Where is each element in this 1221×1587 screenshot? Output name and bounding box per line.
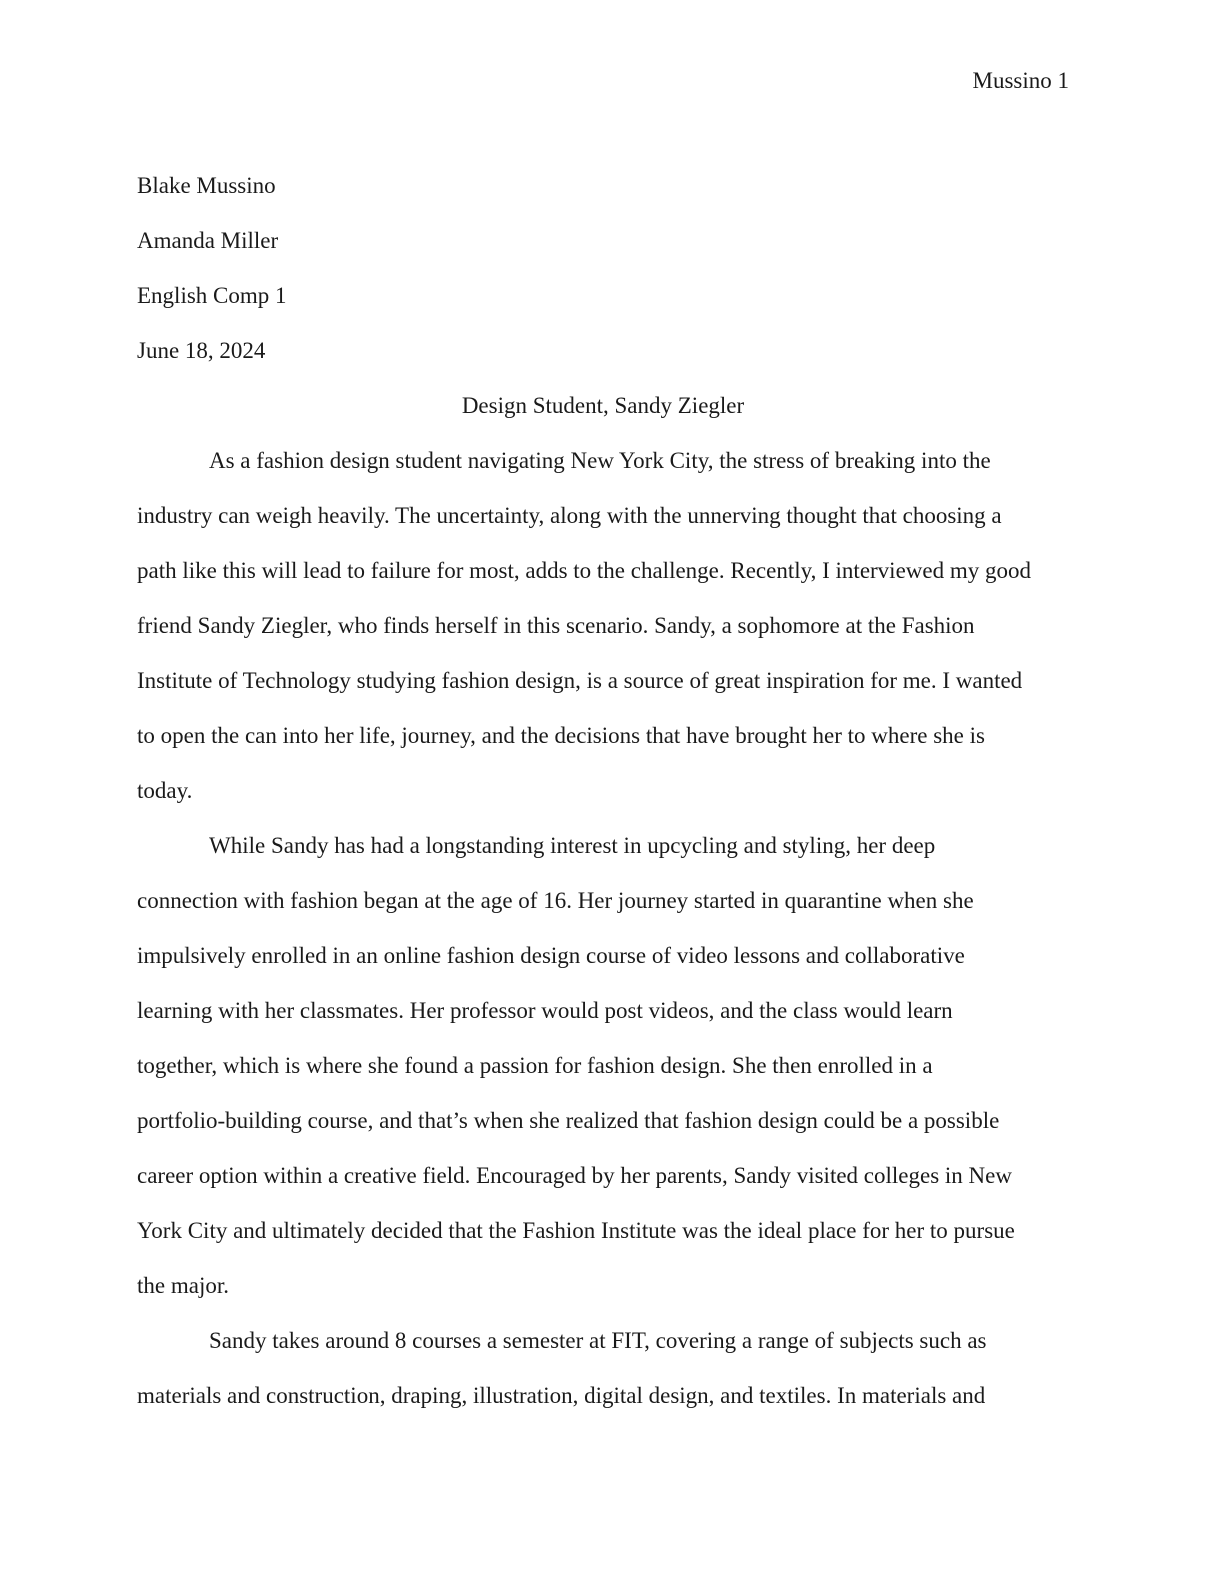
paragraph-line: impulsively enrolled in an online fashion design course of video lessons and collaborative [137,943,965,968]
paragraph-line: connection with fashion began at the age of 16. Her journey started in quarantine when she [137,888,974,913]
paragraph-line: learning with her classmates. Her professor would post videos, and the class would learn [137,998,953,1023]
paragraph-line: friend Sandy Ziegler, who finds herself in this scenario. Sandy, a sophomore at the Fashion [137,613,975,638]
paragraph-line: the major. [137,1273,229,1298]
paragraph-line: York City and ultimately decided that the Fashion Institute was the ideal place for her to pursue [137,1218,1015,1243]
paragraph-line: Sandy takes around 8 courses a semester at FIT, covering a range of subjects such as [209,1328,987,1353]
course-name: English Comp 1 [137,283,287,308]
paragraph-line: portfolio-building course, and that’s when she realized that fashion design could be a possible [137,1108,1000,1133]
paragraph-line: today. [137,778,193,803]
author-name: Blake Mussino [137,173,276,198]
paragraph-line: While Sandy has had a longstanding interest in upcycling and styling, her deep [209,833,936,858]
paragraph-line: path like this will lead to failure for most, adds to the challenge. Recently, I interviewed my good [137,558,1031,583]
paragraph-line: Institute of Technology studying fashion design, is a source of great inspiration for me. I wanted [137,668,1023,693]
paragraph-1 [137,433,1069,818]
paragraph-line: to open the can into her life, journey, and the decisions that have brought her to where she is [137,723,985,748]
paragraph-line: together, which is where she found a passion for fashion design. She then enrolled in a [137,1053,933,1078]
paragraph-line: As a fashion design student navigating New York City, the stress of breaking into the [209,448,991,473]
essay-title: Design Student, Sandy Ziegler [461,393,745,418]
running-head: Mussino 1 [972,68,1069,93]
paragraph-3 [137,1313,1069,1423]
paragraph-line: career option within a creative field. Encouraged by her parents, Sandy visited colleges in New [137,1163,1012,1188]
essay-date: June 18, 2024 [137,338,266,363]
paragraph-line: materials and construction, draping, illustration, digital design, and textiles. In materials and [137,1383,986,1408]
instructor-name: Amanda Miller [137,228,279,253]
document-body [137,158,1069,1423]
paragraph-2 [137,818,1069,1313]
paragraph-line: industry can weigh heavily. The uncertainty, along with the unnerving thought that choosing a [137,503,1002,528]
